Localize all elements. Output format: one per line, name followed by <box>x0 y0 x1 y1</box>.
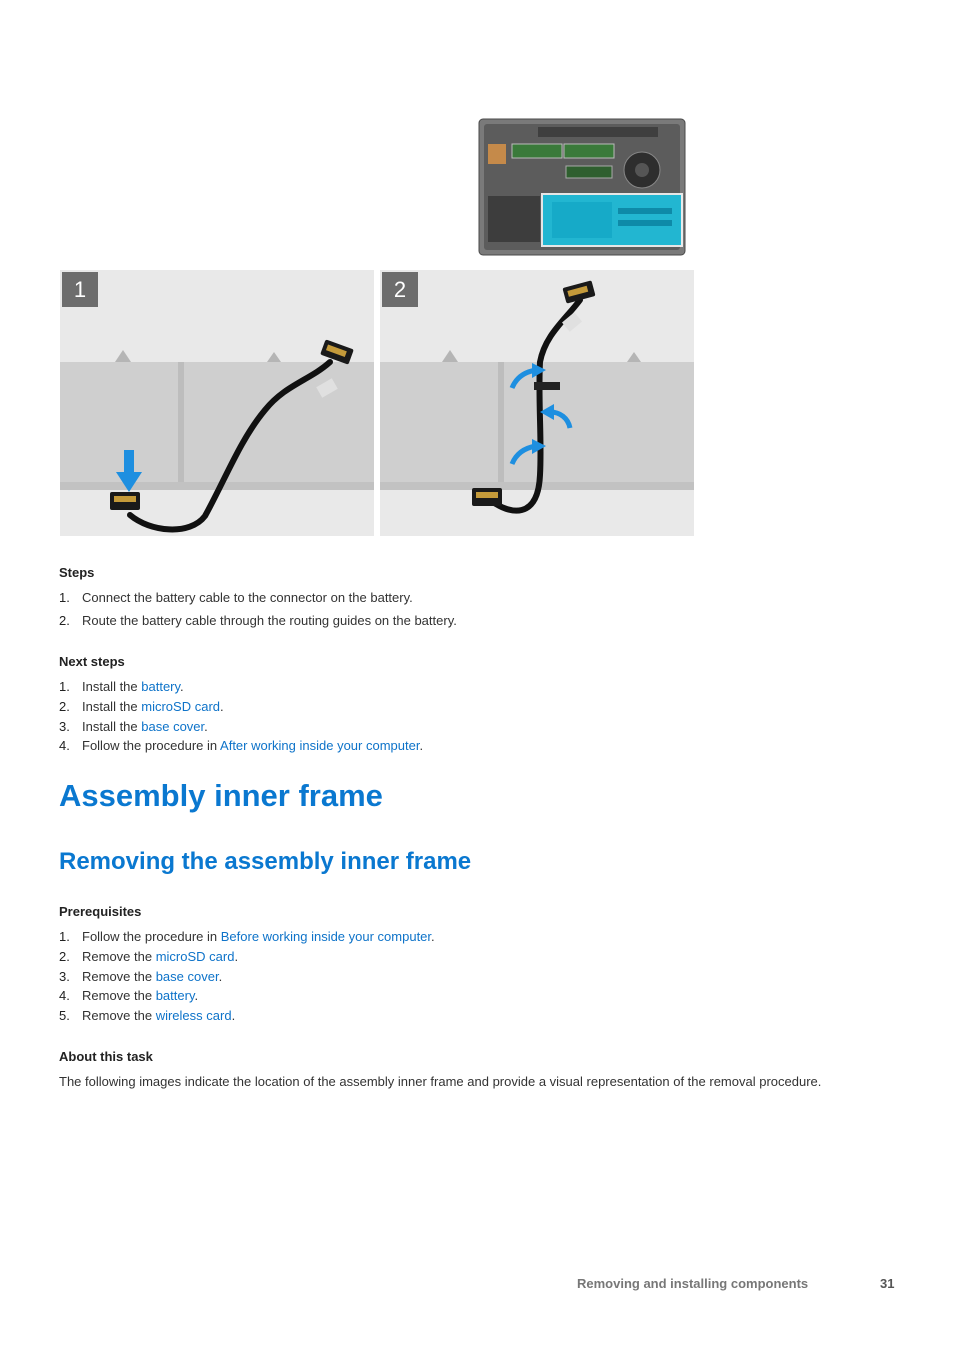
list-item: 5. Remove the wireless card. <box>59 1008 236 1024</box>
before-working-link[interactable]: Before working inside your computer <box>220 929 432 944</box>
microsd-card-link[interactable]: microSD card <box>155 948 235 964</box>
step-1-image-panel <box>60 270 374 536</box>
footer-section-title: Removing and installing components <box>577 1276 809 1291</box>
step-number-badge: 2 <box>382 272 418 307</box>
battery-link[interactable]: battery <box>155 988 195 1004</box>
next-steps-heading: Next steps <box>59 654 125 669</box>
step-number-badge: 1 <box>62 272 98 307</box>
list-item: 3. Install the base cover. <box>59 718 208 734</box>
page-number: 31 <box>880 1276 895 1291</box>
list-item: 2. Install the microSD card. <box>59 698 224 714</box>
steps-heading: Steps <box>59 565 95 580</box>
next-steps-list <box>59 677 899 756</box>
laptop-overview-figure <box>478 118 686 256</box>
about-task-heading: About this task <box>59 1049 153 1064</box>
list-item: 1. Follow the procedure in Before working inside your computer. <box>59 929 435 944</box>
section-title: Assembly inner frame <box>59 778 383 813</box>
about-task-paragraph: The following images indicate the location of the assembly inner frame and provide a visual representation of the removal procedure. <box>59 1074 822 1089</box>
microsd-card-link[interactable]: microSD card <box>141 698 221 714</box>
subsection-title: Removing the assembly inner frame <box>59 848 472 875</box>
steps-list <box>59 588 899 631</box>
prerequisites-heading: Prerequisites <box>59 904 142 919</box>
list-item: 4. Remove the battery. <box>59 988 199 1004</box>
list-item: 1. Connect the battery cable to the connector on the battery. <box>59 590 413 605</box>
step-2-image-panel <box>380 270 694 536</box>
list-item: 2. Route the battery cable through the routing guides on the battery. <box>59 612 457 628</box>
list-item: 2. Remove the microSD card. <box>59 948 239 964</box>
list-item: 4. Follow the procedure in After working inside your computer. <box>59 738 424 754</box>
base-cover-link[interactable]: base cover <box>155 968 219 984</box>
after-working-link[interactable]: After working inside your computer <box>220 738 420 754</box>
battery-link[interactable]: battery <box>141 679 181 694</box>
list-item: 3. Remove the base cover. <box>59 968 223 984</box>
list-item: 1. Install the battery. <box>59 679 184 694</box>
prerequisites-list <box>59 927 899 1026</box>
wireless-card-link[interactable]: wireless card <box>155 1008 232 1024</box>
base-cover-link[interactable]: base cover <box>141 718 205 734</box>
